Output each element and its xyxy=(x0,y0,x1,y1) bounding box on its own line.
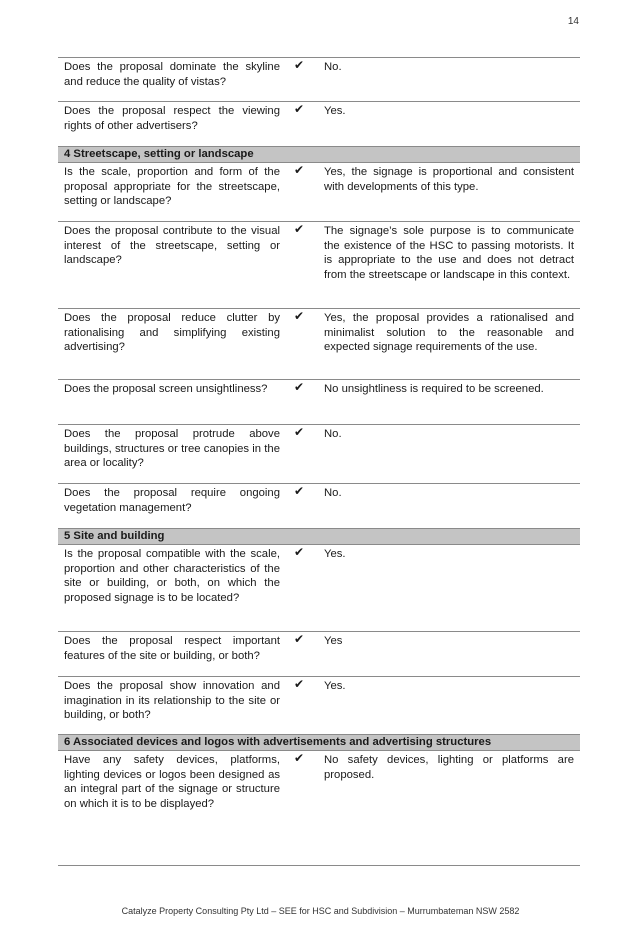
criterion-question: Does the proposal protrude above buildings, structures or tree canopies in the area or locality? xyxy=(64,428,280,470)
section-header: 4 Streetscape, setting or landscape xyxy=(58,146,580,162)
check-icon: ✔ xyxy=(293,58,305,72)
check-icon: ✔ xyxy=(293,309,305,323)
criterion-response: Yes. xyxy=(324,105,346,117)
criterion-question: Does the proposal show innovation and imagination in its relationship to the site or building, or both? xyxy=(64,680,280,722)
table-row xyxy=(58,308,580,379)
criterion-response: Yes xyxy=(324,635,343,647)
assessment-table xyxy=(58,57,580,866)
criterion-question: Is the scale, proportion and form of the proposal appropriate for the streetscape, setting or landscape? xyxy=(64,166,280,208)
criterion-response: Yes, the signage is proportional and consistent with developments of this type. xyxy=(324,166,574,193)
table-row xyxy=(58,750,580,866)
check-icon: ✔ xyxy=(293,545,305,559)
check-icon: ✔ xyxy=(293,425,305,439)
table-row xyxy=(58,676,580,734)
criterion-response: The signage’s sole purpose is to communicate the existence of the HSC to passing motorists. It is appropriate to the use and does not detract from the streetscape or landscape in this context. xyxy=(324,225,574,281)
section-header: 5 Site and building xyxy=(58,528,580,544)
check-icon: ✔ xyxy=(293,222,305,236)
check-icon: ✔ xyxy=(293,484,305,498)
check-icon: ✔ xyxy=(293,163,305,177)
table-row xyxy=(58,424,580,483)
criterion-question: Does the proposal require ongoing vegetation management? xyxy=(64,487,280,514)
criterion-response: Yes. xyxy=(324,548,346,560)
check-icon: ✔ xyxy=(293,102,305,116)
footer: Catalyze Property Consulting Pty Ltd – SEE for HSC and Subdivision – Murrumbateman NSW 2582 xyxy=(121,906,520,916)
criterion-question: Does the proposal respect important features of the site or building, or both? xyxy=(64,635,280,662)
table-row xyxy=(58,101,580,146)
criterion-question: Does the proposal respect the viewing rights of other advertisers? xyxy=(64,105,280,132)
section-header: 6 Associated devices and logos with advertisements and advertising structures xyxy=(58,734,580,750)
criterion-question: Does the proposal contribute to the visual interest of the streetscape, setting or landscape? xyxy=(64,225,280,267)
criterion-question: Does the proposal reduce clutter by rationalising and simplifying existing advertising? xyxy=(64,312,280,354)
check-icon: ✔ xyxy=(293,677,305,691)
criterion-question: Have any safety devices, platforms, lighting devices or logos been designed as an integral part of the signage or structure on which it is to be displayed? xyxy=(64,754,280,810)
criterion-response: Yes, the proposal provides a rationalised and minimalist solution to the reasonable and expected signage requirements of the use. xyxy=(324,312,574,354)
check-icon: ✔ xyxy=(293,632,305,646)
criterion-response: No unsightliness is required to be screened. xyxy=(324,383,544,395)
criterion-response: No. xyxy=(324,428,342,440)
page-number: 14 xyxy=(567,16,579,27)
table-row xyxy=(58,379,580,424)
criterion-response: No. xyxy=(324,61,342,73)
table-row xyxy=(58,544,580,631)
table-row xyxy=(58,483,580,528)
table-row xyxy=(58,631,580,676)
check-icon: ✔ xyxy=(293,751,305,765)
criterion-response: No safety devices, lighting or platforms are proposed. xyxy=(324,754,574,781)
criterion-question: Does the proposal dominate the skyline and reduce the quality of vistas? xyxy=(64,61,280,88)
criterion-response: No. xyxy=(324,487,342,499)
table-row xyxy=(58,221,580,308)
criterion-response: Yes. xyxy=(324,680,346,692)
criterion-question: Does the proposal screen unsightliness? xyxy=(64,383,268,395)
table-row xyxy=(58,162,580,221)
criterion-question: Is the proposal compatible with the scale, proportion and other characteristics of the site or building, or both, on which the proposed signage is to be located? xyxy=(64,548,280,604)
table-row xyxy=(58,57,580,101)
check-icon: ✔ xyxy=(293,380,305,394)
